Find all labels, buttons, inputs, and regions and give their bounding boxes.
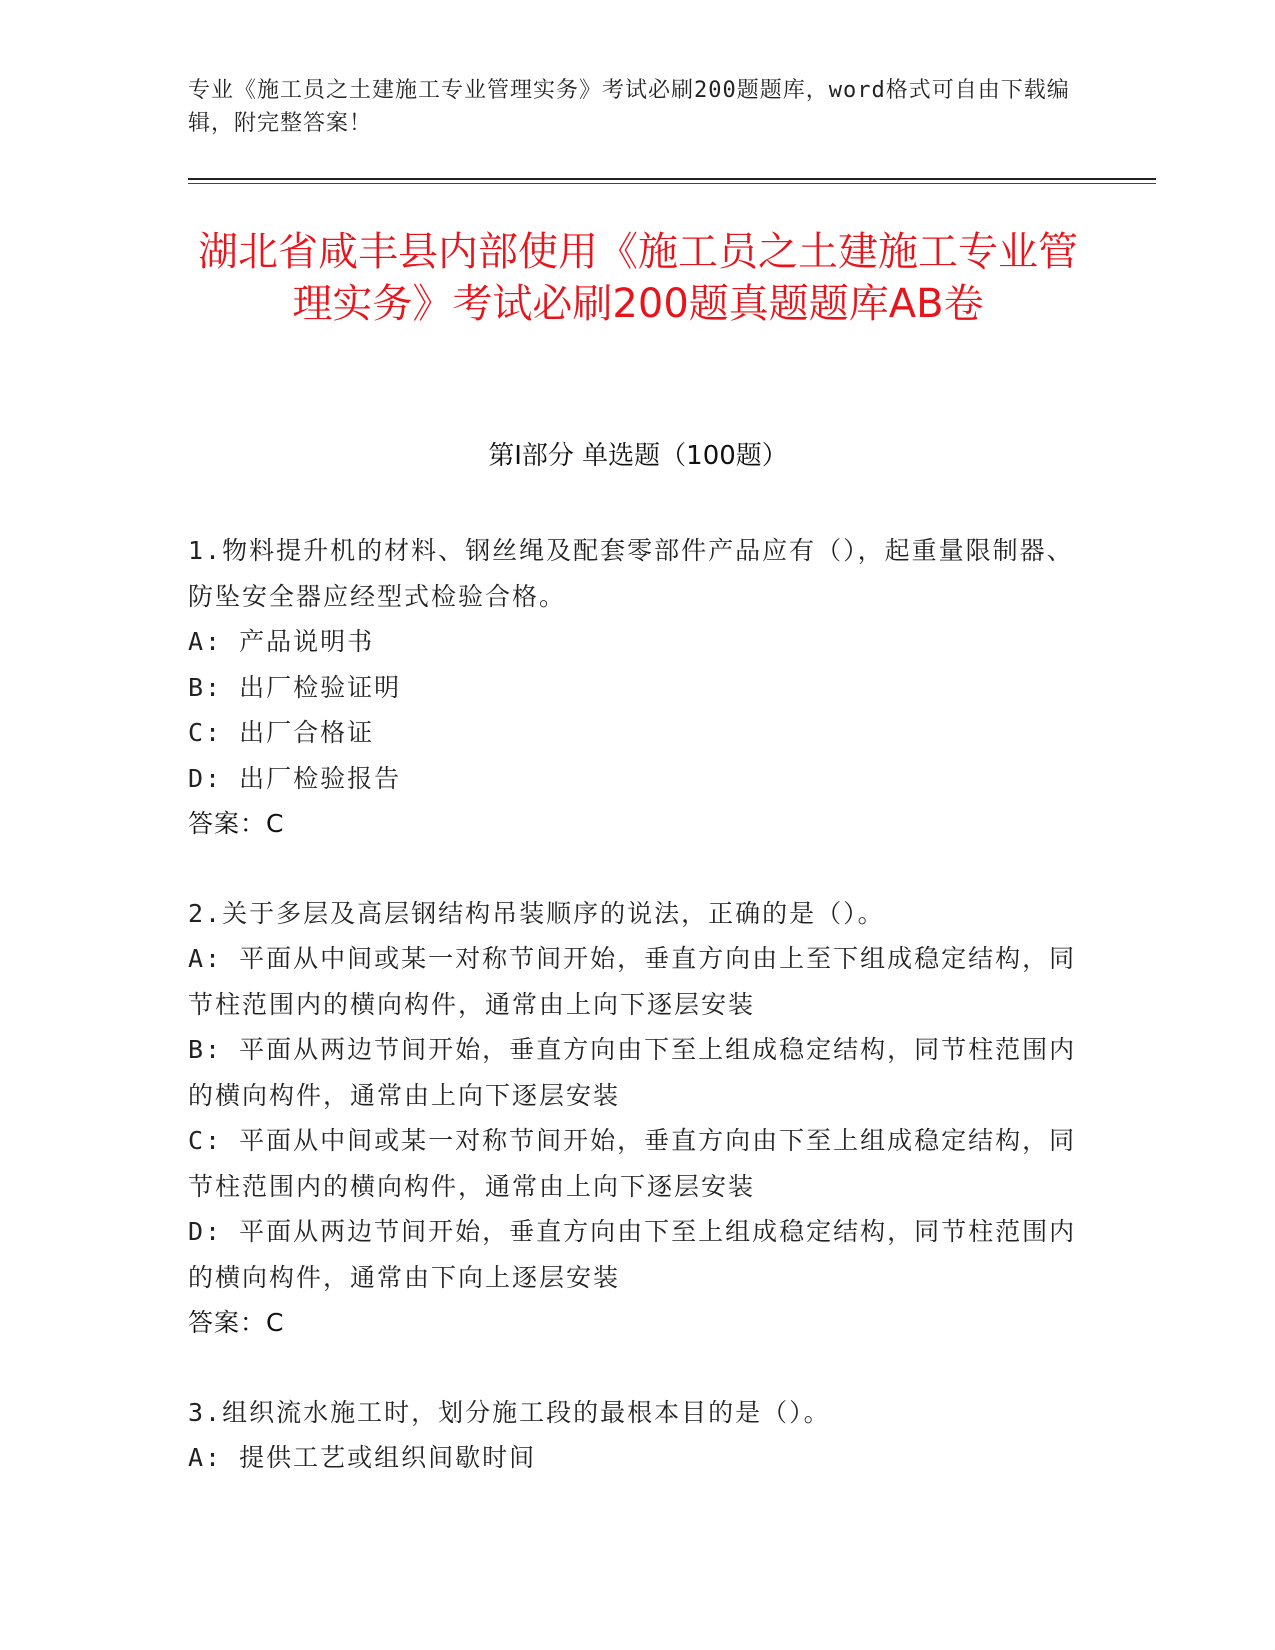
option-a: A: 平面从中间或某一对称节间开始，垂直方向由上至下组成稳定结构，同节柱范围内的横向构件，通常由上向下逐层安装 [188, 944, 1077, 1019]
option-a: A: 产品说明书 [188, 627, 375, 656]
question-stem: 2.关于多层及高层钢结构吊装顺序的说法，正确的是（）。 [188, 898, 885, 928]
option-d: D: 出厂检验报告 [188, 763, 402, 793]
header-divider-thin [188, 183, 1156, 184]
document-title: 湖北省咸丰县内部使用《施工员之土建施工专业管理实务》考试必刷200题真题题库AB卷 [198, 229, 1078, 327]
option-a: A: 提供工艺或组织间歇时间 [188, 1443, 537, 1472]
option-c: C: 出厂合格证 [188, 718, 375, 747]
option-b: B: 平面从两边节间开始，垂直方向由下至上组成稳定结构，同节柱范围内的横向构件，通常由上向下逐层安装 [188, 1035, 1077, 1110]
question-3 [188, 1390, 1088, 1481]
option-d: D: 平面从两边节间开始，垂直方向由下至上组成稳定结构，同节柱范围内的横向构件，通常由下向上逐层安装 [188, 1217, 1077, 1292]
question-stem: 1.物料提升机的材料、钢丝绳及配套零部件产品应有（），起重量限制器、防坠安全器应经型式检验合格。 [188, 536, 1074, 611]
header-note: 专业《施工员之土建施工专业管理实务》考试必刷200题题库，word格式可自由下载编辑，附完整答案！ [188, 78, 1070, 136]
question-1 [188, 528, 1088, 847]
header-divider-thick [188, 178, 1156, 180]
answer: 答案：C [188, 809, 285, 838]
question-list [188, 528, 1088, 1525]
question-2 [188, 891, 1088, 1346]
option-c: C: 平面从中间或某一对称节间开始，垂直方向由下至上组成稳定结构，同节柱范围内的横向构件，通常由上向下逐层安装 [188, 1126, 1077, 1201]
option-b: B: 出厂检验证明 [188, 672, 402, 702]
answer: 答案：C [188, 1308, 285, 1337]
question-stem: 3.组织流水施工时，划分施工段的最根本目的是（）。 [188, 1397, 831, 1427]
section-heading: 第Ⅰ部分 单选题（100题） [488, 441, 788, 471]
